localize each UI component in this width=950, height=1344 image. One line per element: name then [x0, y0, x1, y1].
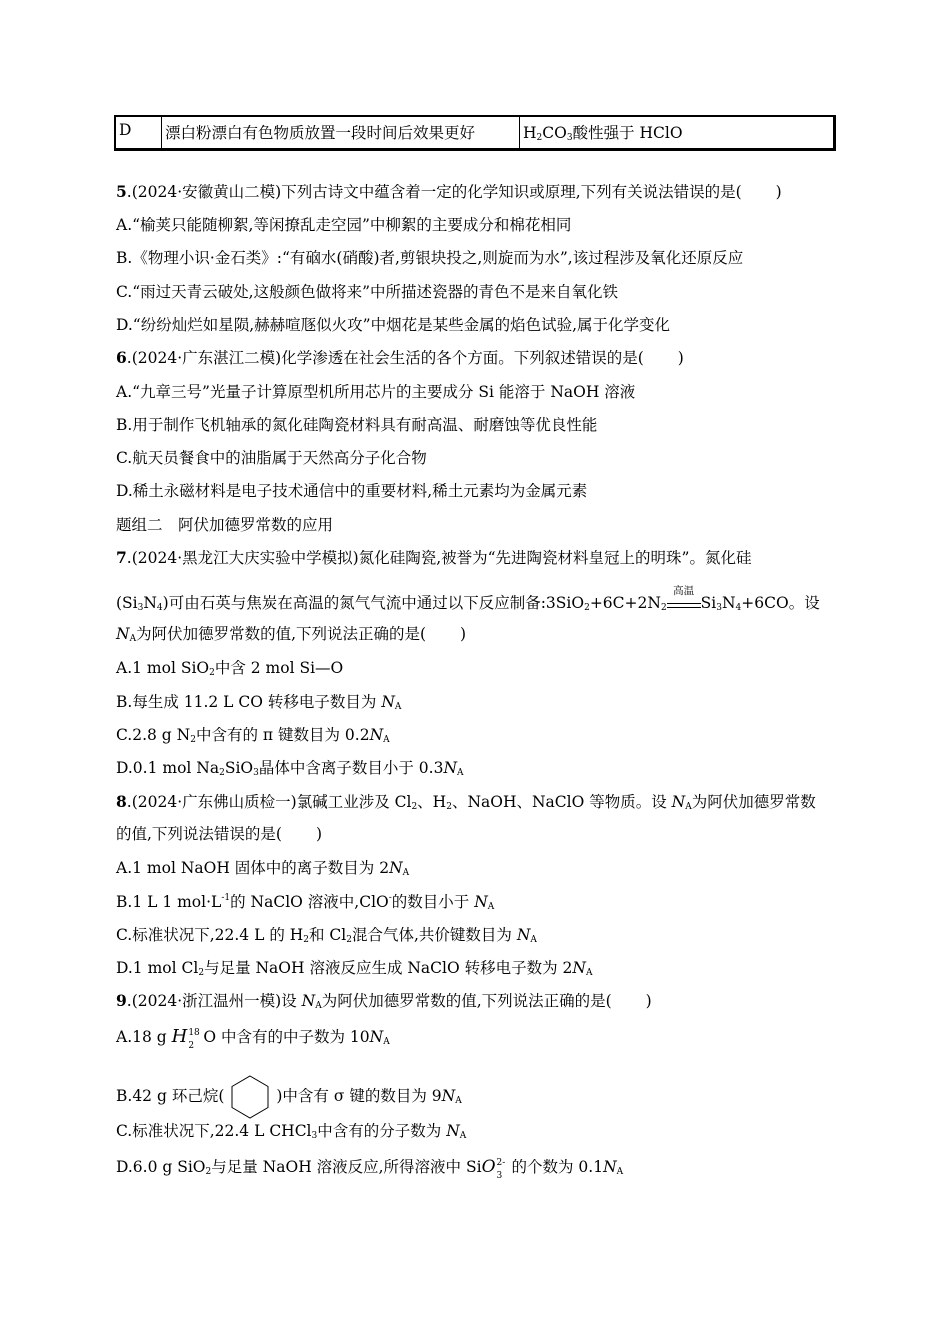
question-6-option-a: A.“九章三号”光量子计算原型机所用芯片的主要成分 Si 能溶于 NaOH 溶液: [116, 383, 636, 401]
question-6-option-d: D.稀土永磁材料是电子技术通信中的重要材料,稀土元素均为金属元素: [116, 482, 588, 500]
question-5-option-c: C.“雨过天青云破处,这般颜色做将来”中所描述瓷器的青色不是来自氧化铁: [116, 283, 619, 301]
question-9-option-a: A.18 g H 18 2 O 中含有的中子数为 $10N_A$: [116, 1026, 390, 1051]
question-6-option-c: C.航天员餐食中的油脂属于天然高分子化合物: [116, 449, 427, 467]
question-5-option-d: D.“纷纷灿烂如星陨,赫赫喧豗似火攻”中烟花是某些金属的焰色试验,属于化学变化: [116, 316, 671, 334]
cyclohexane-structure-icon: [224, 1074, 276, 1120]
question-5-option-a: A.“榆荚只能随柳絮,等闲撩乱走空园”中柳絮的主要成分和棉花相同: [116, 216, 572, 234]
section-heading-group-2: 题组二 阿伏加德罗常数的应用: [116, 516, 334, 534]
question-8-option-a: A.1 mol NaOH 固体中的离子数目为 $2N_A$: [116, 859, 410, 878]
question-6-stem: 6.(2024·广东湛江二模)化学渗透在社会生活的各个方面。下列叙述错误的是( ): [116, 348, 684, 367]
question-7-stem-line-1: 7.(2024·黑龙江大庆实验中学模拟)氮化硅陶瓷,被誉为“先进陶瓷材料皇冠上的明珠”。氮化硅: [116, 548, 752, 567]
question-7-stem-line-2: $(Si_3N_4)$可由石英与焦炭在高温的氮气气流中通过以下反应制备$:3SiO_2+6C+2N_2$ 高温 $Si_3N_4+6CO$。设: [116, 585, 820, 613]
question-8-stem-line-2: 的值,下列说法错误的是( ): [116, 825, 323, 843]
question-7-option-c: C.2.8 g $N_2$中含有的 π 键数目为 $0.2N_A$: [116, 726, 390, 745]
question-9-option-c: C.标准状况下,22.4 L CHCl$_3$中含有的分子数为 $N_A$: [116, 1122, 467, 1141]
question-5-stem: 5.(2024·安徽黄山二模)下列古诗文中蕴含着一定的化学知识或原理,下列有关说法错误的是( ): [116, 182, 782, 201]
table-cell-explanation: $H_2CO_3$酸性强于 HClO: [523, 124, 683, 143]
question-7-option-a: A.1 mol SiO$_2$中含 2 mol Si—O: [116, 659, 344, 678]
question-5-option-b: B.《物理小识·金石类》:“有硇水(硝酸)者,剪银块投之,则旋而为水”,该过程涉及氧化还原反应: [116, 249, 744, 267]
question-7-option-b: B.每生成 11.2 L CO 转移电子数目为 $N_A$: [116, 693, 402, 712]
question-7-option-d: D.0.1 mol $Na_2SiO_3$晶体中含离子数目小于 $0.3N_A$: [116, 759, 464, 778]
question-8-option-c: C.标准状况下,22.4 L 的 $H_2$和 $Cl_2$混合气体,共价键数目为 $N_A$: [116, 926, 537, 945]
answer-table-row-d: [114, 115, 836, 151]
question-8-stem-line-1: 8.(2024·广东佛山质检一)氯碱工业涉及 $Cl_2$、$H_2$、NaOH、NaClO 等物质。设 $N_A$为阿伏加德罗常数: [116, 792, 816, 812]
question-8-option-b: B.1 L 1 $mol\cdot L^{-1}$的 NaClO 溶液中,ClO-的数目小于 $N_A$: [116, 893, 495, 912]
question-9-option-d: D.6.0 g SiO$_2$与足量 NaOH 溶液反应,所得溶液中 SiO 2- 3 的个数为 $0.1N_A$: [116, 1157, 624, 1181]
question-6-option-b: B.用于制作飞机轴承的氮化硅陶瓷材料具有耐高温、耐磨蚀等优良性能: [116, 416, 598, 434]
table-cell-phenomenon: 漂白粉漂白有色物质放置一段时间后效果更好: [162, 117, 520, 148]
question-7-stem-line-3: $N_A$为阿伏加德罗常数的值,下列说法正确的是( ): [116, 625, 467, 644]
question-9-option-b: B.42 g 环己烷( )中含有 σ 键的数目为 $9N_A$: [116, 1072, 462, 1120]
reaction-condition-arrow: 高温: [667, 592, 701, 614]
table-cell-option: D: [116, 117, 162, 148]
question-9-stem: 9.(2024·浙江温州一模)设 $N_A$为阿伏加德罗常数的值,下列说法正确的是( ): [116, 991, 652, 1011]
question-8-option-d: D.1 mol $Cl_2$与足量 NaOH 溶液反应生成 NaClO 转移电子数为 $2N_A$: [116, 959, 593, 978]
